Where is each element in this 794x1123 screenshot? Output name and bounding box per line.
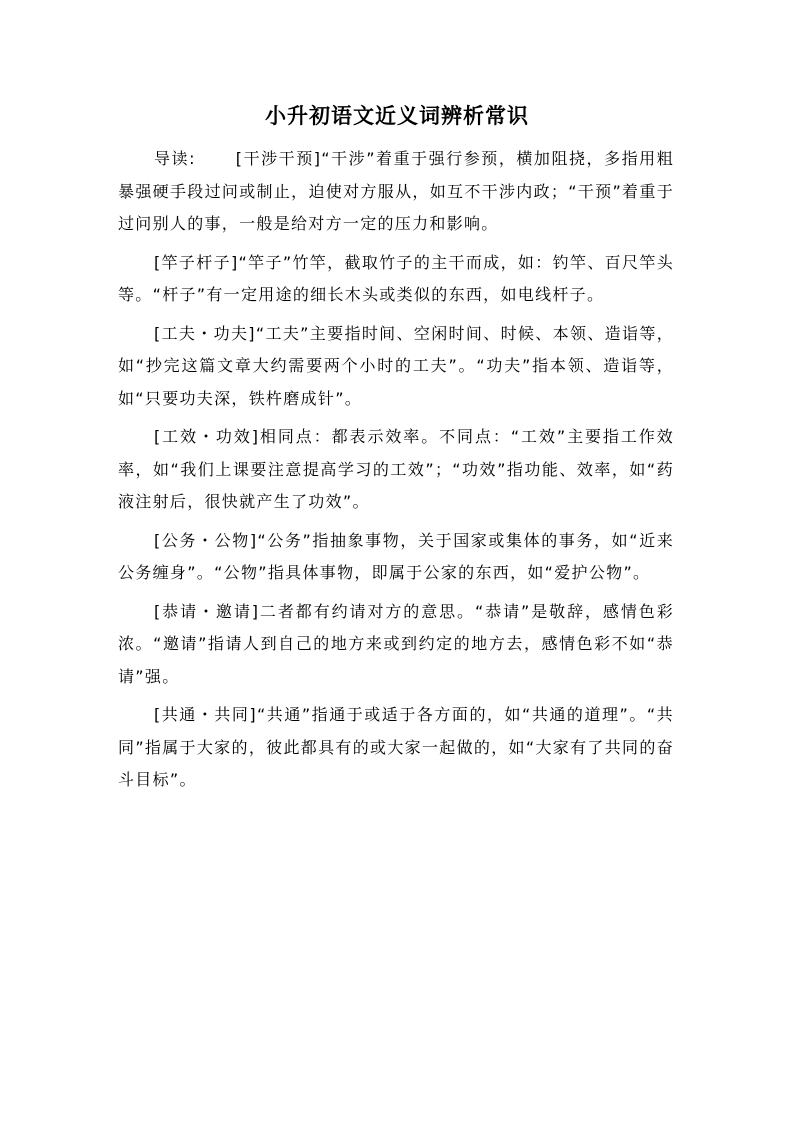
paragraph-gongtong: [共通・共同]“共通”指通于或适于各方面的，如“共通的道理”。“共同”指属于大家的，彼此都具有的或大家一起做的，如“大家有了共同的奋斗目标”。	[118, 705, 674, 789]
intro-paragraph	[118, 143, 674, 241]
intro-label: 导读:	[154, 149, 196, 168]
paragraph-gongqing: [恭请・邀请]二者都有约请对方的意思。“恭请”是敬辞，感情色彩浓。“邀请”指请人到自己的地方来或到约定的地方去，感情色彩不如“恭请”强。	[118, 601, 674, 686]
intro-text: [干涉干预]“干涉”着重于强行参预，横加阻挠，多指用粗暴强硬手段过问或制止，迫使对方服从，如互不干涉内政；“干预”着重于过问别人的事，一般是给对方一定的压力和影响。	[118, 149, 674, 233]
paragraph-ganzi: [竿子杆子]“竿子”竹竿，截取竹子的主干而成，如：钓竿、百尺竿头等。“杆子”有一定用途的细长木头或类似的东西，如电线杆子。	[118, 252, 674, 304]
paragraph-gongxiao: [工效・功效]相同点：都表示效率。不同点：“工效”主要指工作效率，如“我们上课要注意提高学习的工效”；“功效”指功能、效率，如“药液注射后，很快就产生了功效”。	[118, 427, 674, 511]
page-title: 小升初语文近义词辨析常识	[265, 103, 529, 128]
paragraph-gongfu: [工夫・功夫]“工夫”主要指时间、空闲时间、时候、本领、造诣等，如“抄完这篇文章大约需要两个小时的工夫”。“功夫”指本领、造诣等，如“只要功夫深，铁杵磨成针”。	[118, 323, 674, 408]
paragraph-gongwu: [公务・公物]“公务”指抽象事物，关于国家或集体的事务，如“近来公务缠身”。“公物”指具体事物，即属于公家的东西，如“爱护公物”。	[118, 530, 674, 582]
document-body	[118, 143, 674, 797]
